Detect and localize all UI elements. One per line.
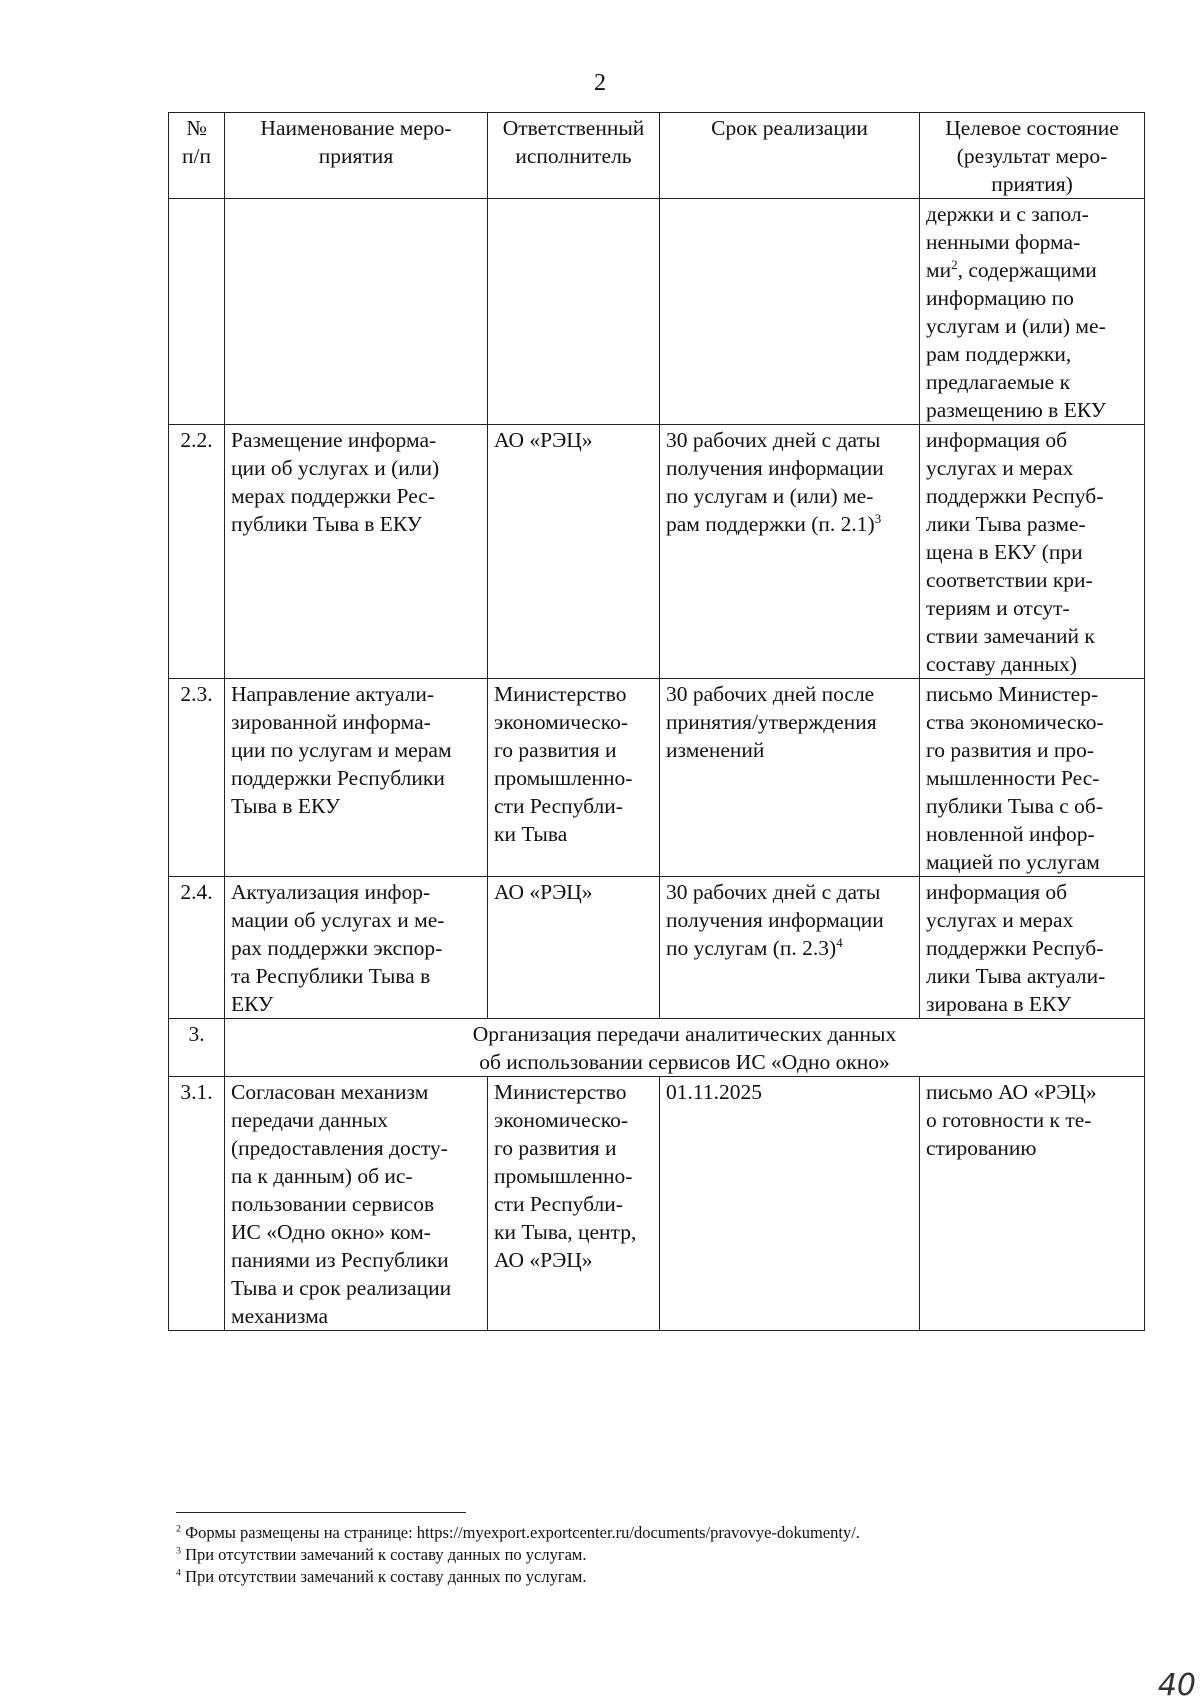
- footnote-4: [176, 1566, 1136, 1588]
- footnote-3: [176, 1544, 1136, 1566]
- footnote-divider: [176, 1512, 466, 1513]
- cell-num: 2.3.: [169, 679, 225, 877]
- header-name: Наименование меро- приятия: [225, 113, 488, 199]
- cell-empty: [488, 199, 660, 425]
- table-row-2-3: [169, 679, 1145, 877]
- cell-responsible: АО «РЭЦ»: [488, 877, 660, 1019]
- section-title: Организация передачи аналитических данных об использовании сервисов ИС «Одно окно»: [225, 1019, 1145, 1077]
- footnote-ref: 4: [836, 935, 843, 950]
- table-section-3: [169, 1019, 1145, 1077]
- page-number: 2: [594, 70, 606, 96]
- cell-responsible: АО «РЭЦ»: [488, 425, 660, 679]
- cell-name: Согласован механизм передачи данных (предоставления досту- па к данным) об ис- пользовании сервисов ИС «Одно окно» ком- паниями из Республики Тыва и срок реализации механизма: [225, 1077, 488, 1331]
- footnote-mark: 4: [176, 1567, 181, 1579]
- footnote-mark: 3: [176, 1545, 181, 1557]
- footnote-text: Формы размещены на странице: https://myexport.exportcenter.ru/documents/pravovye-dokumenty/.: [180, 1523, 860, 1542]
- cell-deadline: 01.11.2025: [660, 1077, 920, 1331]
- footnotes: [176, 1522, 1136, 1588]
- cell-target: [920, 199, 1145, 425]
- cell-responsible: Министерство экономическо- го развития и промышленно- сти Республи- ки Тыва: [488, 679, 660, 877]
- header-target: Целевое состояние (результат меро- приятия): [920, 113, 1145, 199]
- table-header-row: [169, 113, 1145, 199]
- cell-target: информация об услугах и мерах поддержки Респуб- лики Тыва разме- щена в ЕКУ (при соответствии кри- териям и отсут- ствии замечаний к составу данных): [920, 425, 1145, 679]
- cell-name: Актуализация инфор- мации об услугах и ме- рах поддержки экспор- та Республики Тыва в ЕКУ: [225, 877, 488, 1019]
- action-plan-table: [168, 112, 1145, 1331]
- cell-num: 3.: [169, 1019, 225, 1077]
- header-responsible: Ответственный исполнитель: [488, 113, 660, 199]
- header-deadline: Срок реализации: [660, 113, 920, 199]
- target-text-continued: , содержащими информацию по услугам и (или) ме- рам поддержки, предлагаемые к размещению в ЕКУ: [926, 258, 1106, 422]
- corner-mark: 40: [1157, 1668, 1196, 1703]
- cell-name: Направление актуали- зированной информа- ции по услугам и мерам поддержки Республики Тыва в ЕКУ: [225, 679, 488, 877]
- table-row-2-4: [169, 877, 1145, 1019]
- footnote-ref: 2: [951, 257, 958, 272]
- cell-empty: [169, 199, 225, 425]
- target-text: держки и с запол- ненными форма- ми: [926, 202, 1089, 282]
- deadline-text: 30 рабочих дней с даты получения информации по услугам и (или) ме- рам поддержки (п. 2.1): [666, 428, 884, 536]
- footnote-text: При отсутствии замечаний к составу данных по услугам.: [180, 1567, 587, 1586]
- cell-empty: [660, 199, 920, 425]
- cell-target: информация об услугах и мерах поддержки Респуб- лики Тыва актуали- зирована в ЕКУ: [920, 877, 1145, 1019]
- table-row-continued: [169, 199, 1145, 425]
- table-row-2-2: [169, 425, 1145, 679]
- footnote-ref: 3: [874, 511, 882, 526]
- cell-target: письмо АО «РЭЦ» о готовности к те- стированию: [920, 1077, 1145, 1331]
- cell-num: 3.1.: [169, 1077, 225, 1331]
- cell-name: Размещение информа- ции об услугах и (или) мерах поддержки Рес- публики Тыва в ЕКУ: [225, 425, 488, 679]
- cell-deadline: [660, 877, 920, 1019]
- footnote-mark: 2: [176, 1523, 181, 1535]
- table-row-3-1: [169, 1077, 1145, 1331]
- cell-num: 2.4.: [169, 877, 225, 1019]
- cell-deadline: 30 рабочих дней после принятия/утверждения изменений: [660, 679, 920, 877]
- footnote-2: [176, 1522, 1136, 1544]
- cell-responsible: Министерство экономическо- го развития и промышленно- сти Республи- ки Тыва, центр, АО «РЭЦ»: [488, 1077, 660, 1331]
- cell-deadline: [660, 425, 920, 679]
- cell-target: письмо Министер- ства экономическо- го развития и про- мышленности Рес- публики Тыва с об- новленной инфор- мацией по услугам: [920, 679, 1145, 877]
- deadline-text: 30 рабочих дней с даты получения информации по услугам (п. 2.3): [666, 880, 884, 960]
- header-num: № п/п: [169, 113, 225, 199]
- cell-num: 2.2.: [169, 425, 225, 679]
- footnote-text: При отсутствии замечаний к составу данных по услугам.: [180, 1545, 587, 1564]
- cell-empty: [225, 199, 488, 425]
